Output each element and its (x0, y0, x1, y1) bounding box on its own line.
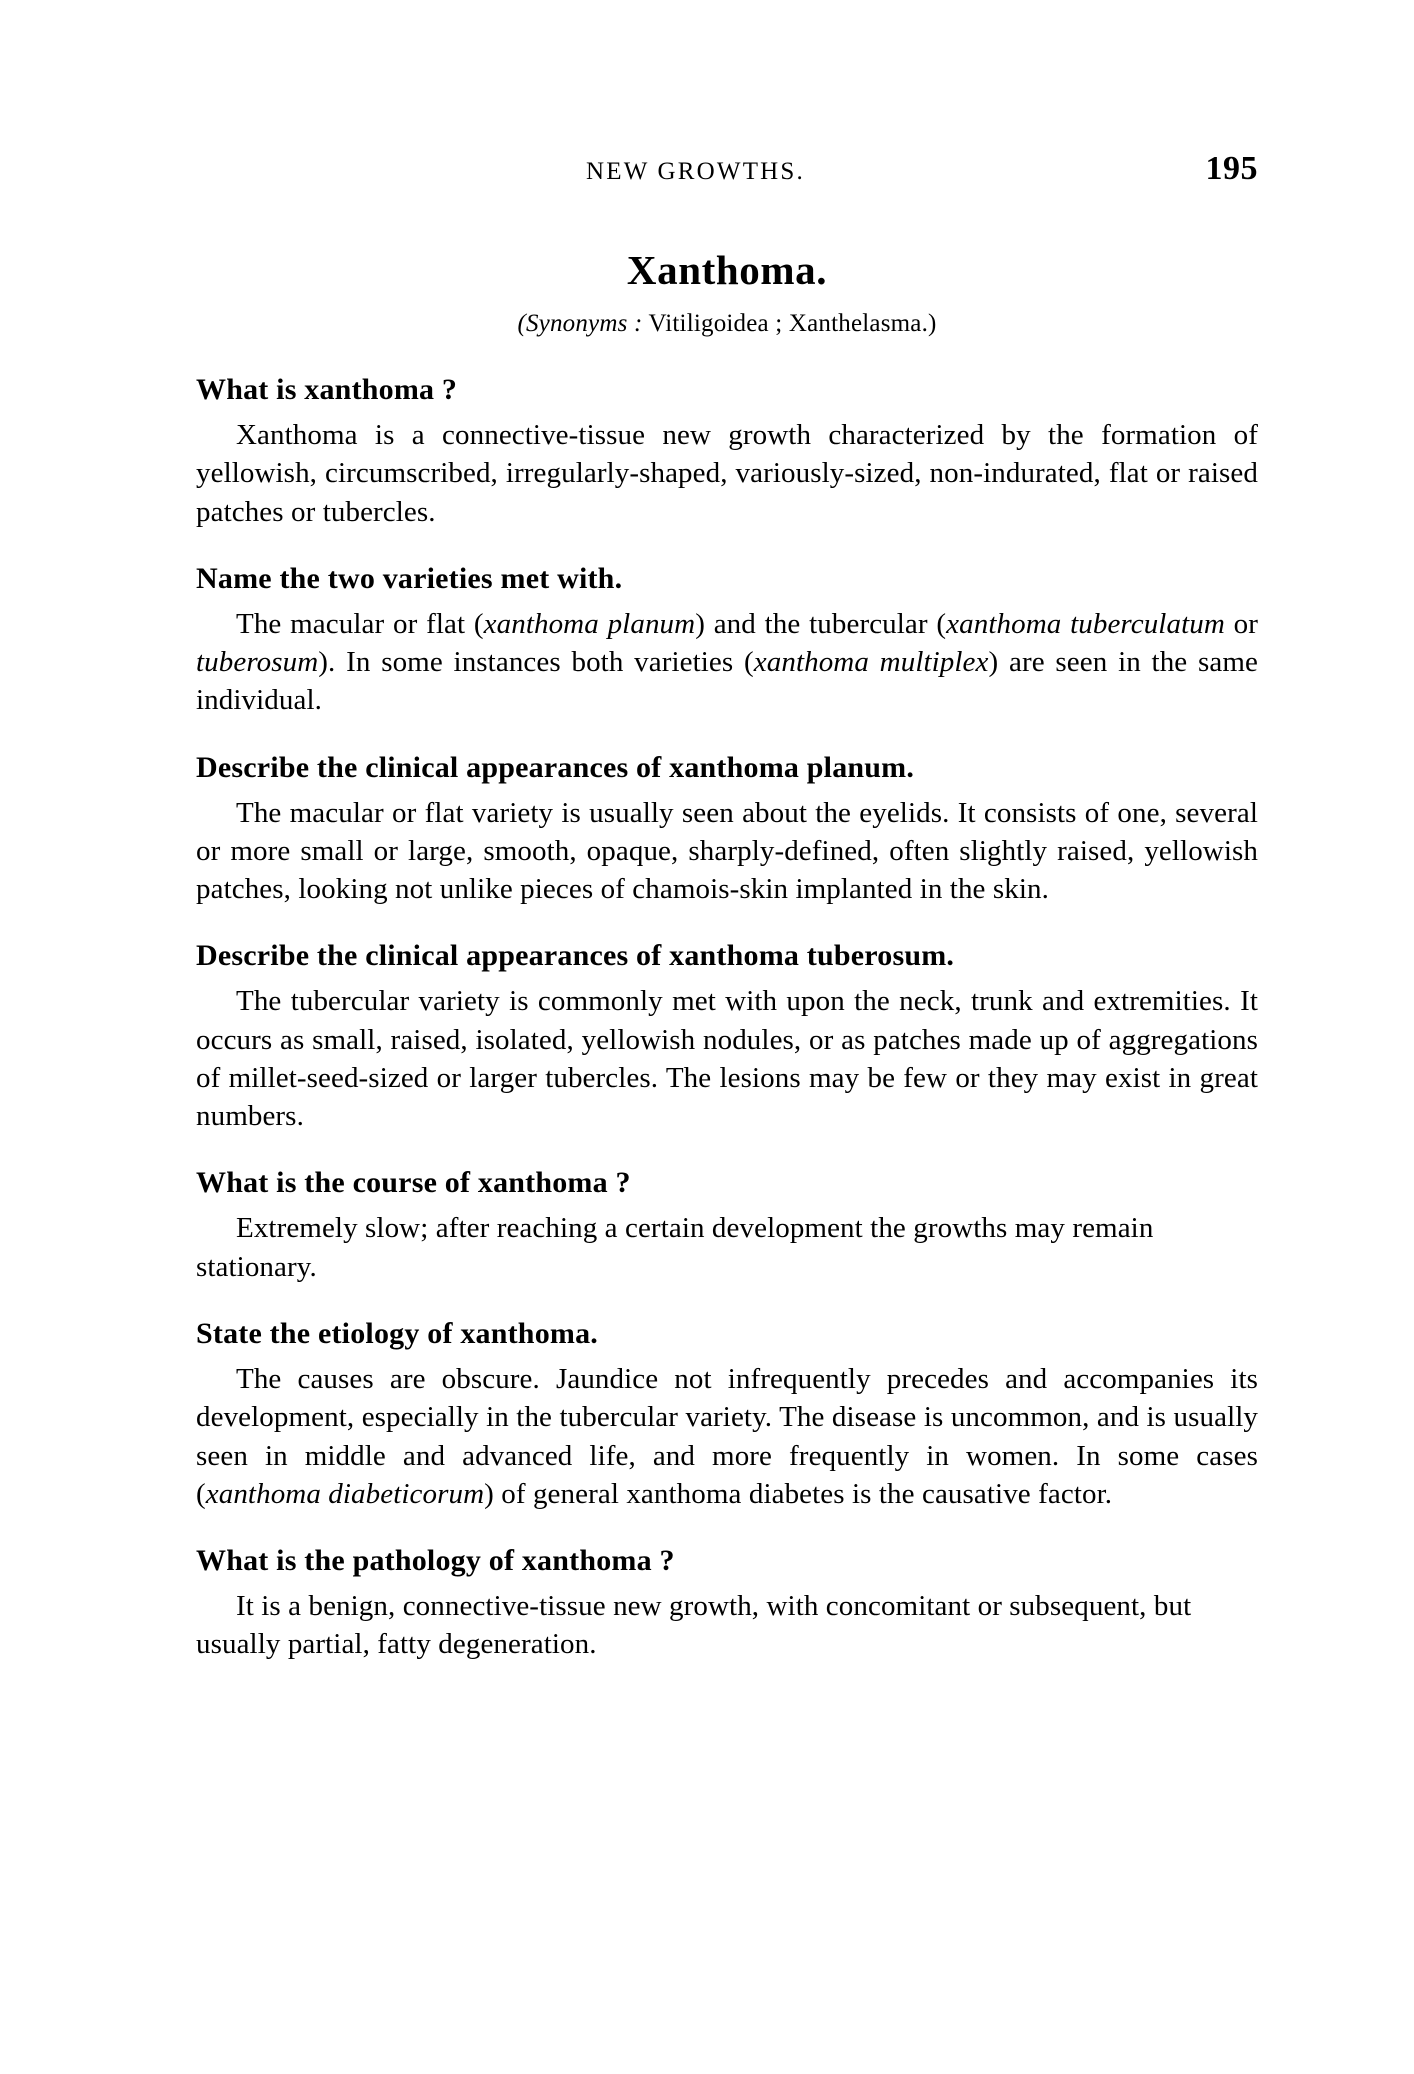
page-number: 195 (1205, 150, 1258, 187)
section-what-is-xanthoma (196, 372, 1258, 531)
section-body: The causes are obscure. Jaundice not infrequently precedes and accompanies its development, especially in the tubercular variety. The disease is uncommon, and is usually seen in middle and advanced life, and more frequently in women. In some cases (xanthoma diabeticorum) of general xanthoma diabetes is the causative factor. (196, 1362, 1258, 1510)
section-body: Extremely slow; after reaching a certain development the growths may remain stationary. (196, 1212, 1154, 1283)
section-body: The tubercular variety is commonly met with upon the neck, trunk and extremities. It occurs as small, raised, isolated, yellowish nodules, or as patches made up of aggregations of millet-seed-sized or larger tubercles. The lesions may be few or they may exist in great numbers. (196, 985, 1258, 1133)
section-body: The macular or flat variety is usually seen about the eyelids. It consists of one, several or more small or large, smooth, opaque, sharply-defined, often slightly raised, yellowish patches, looking not unlike pieces of chamois-skin implanted in the skin. (196, 796, 1258, 906)
section-heading: What is the course of xanthoma ? (196, 1166, 631, 1200)
chapter-title: Xanthoma. (626, 247, 828, 293)
running-title: NEW GROWTHS. (586, 158, 805, 185)
page-content (196, 150, 1258, 1692)
section-course (196, 1165, 1258, 1286)
synonyms-value: Vitiligoidea ; Xanthelasma.) (648, 310, 937, 337)
running-head (196, 150, 1258, 188)
section-heading: What is the pathology of xanthoma ? (196, 1544, 675, 1578)
section-heading: Describe the clinical appearances of xanthoma tuberosum. (196, 939, 955, 973)
section-heading: What is xanthoma ? (196, 373, 458, 406)
section-heading: State the etiology of xanthoma. (196, 1316, 598, 1350)
synonyms-label: (Synonyms : (517, 310, 643, 337)
section-xanthoma-planum (196, 750, 1258, 909)
section-two-varieties (196, 561, 1258, 720)
section-pathology (196, 1543, 1258, 1664)
synonyms-line (196, 310, 1258, 338)
section-xanthoma-tuberosum (196, 938, 1258, 1135)
section-body: The macular or flat (xanthoma planum) and the tubercular (xanthoma tuberculatum or tuberosum). In some instances both varieties (xanthoma multiplex) are seen in the same individual. (196, 607, 1258, 717)
section-etiology (196, 1316, 1258, 1513)
section-heading: Describe the clinical appearances of xanthoma planum. (196, 750, 915, 784)
section-heading: Name the two varieties met with. (196, 561, 623, 595)
section-body: It is a benign, connective-tissue new growth, with concomitant or subsequent, but usually partial, fatty degeneration. (196, 1590, 1192, 1661)
section-body: Xanthoma is a connective-tissue new growth characterized by the formation of yellowish, circumscribed, irregularly-shaped, variously-sized, non-indurated, flat or raised patches or tubercles. (196, 419, 1258, 528)
